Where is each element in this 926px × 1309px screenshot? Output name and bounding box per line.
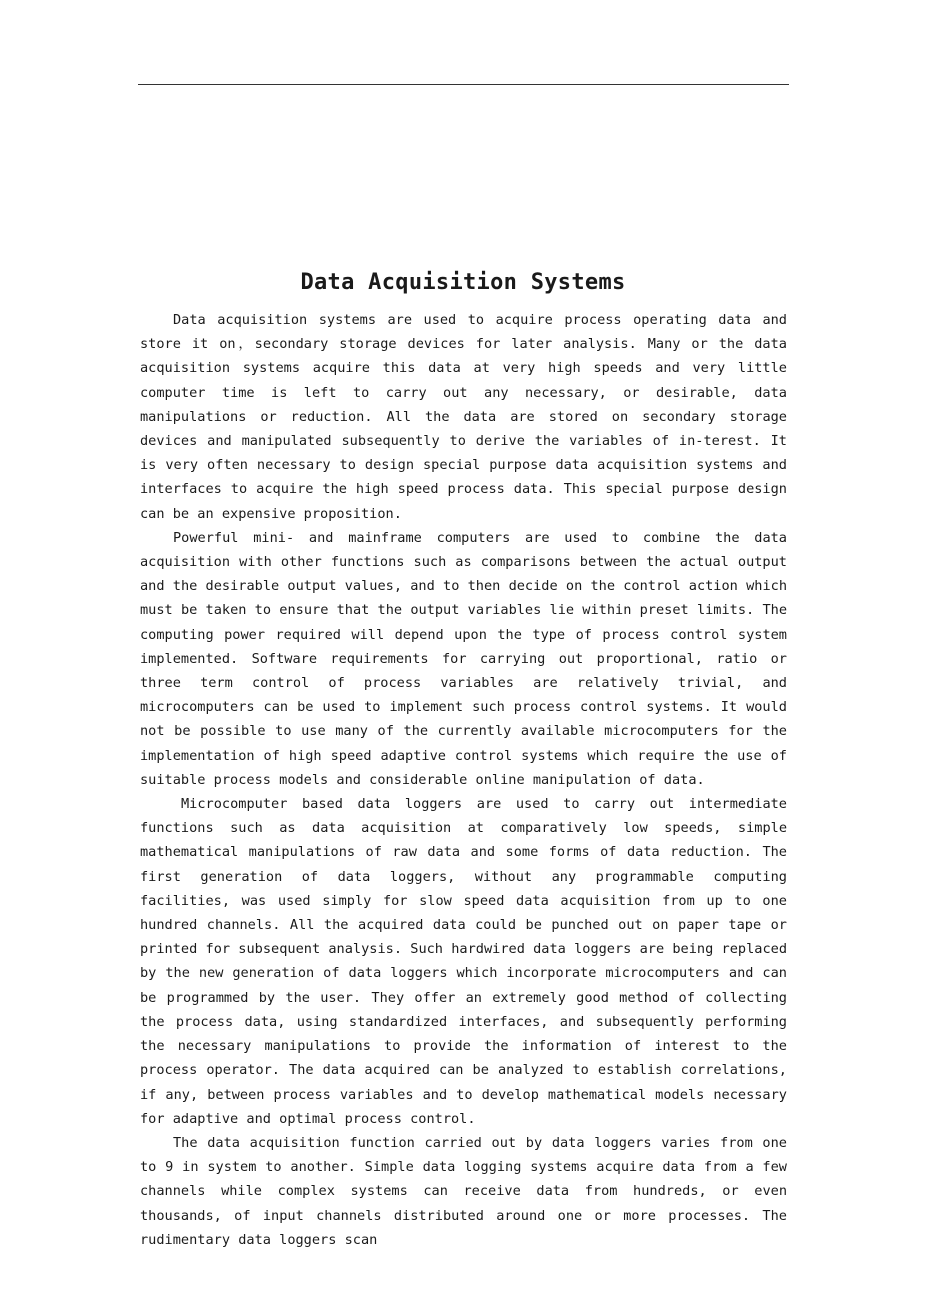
paragraph-2: Powerful mini- and mainframe computers are used to combine the data acquisition with other functions such as comparisons between the actual output and the desirable output values, and to then decide on the control action which must be taken to ensure that the output variables lie within preset limits. The computing power required will depend upon the type of process control system implemented. Software requirements for carrying out proportional, ratio or three term control of process variables are relatively trivial, and microcomputers can be used to implement such process control systems. It would not be possible to use many of the currently available microcomputers for the implementation of high speed adaptive control systems which require the use of suitable process models and considerable online manipulation of data. (140, 529, 787, 788)
paragraph-3: Microcomputer based data loggers are used to carry out intermediate functions such as data acquisition at comparatively low speeds, simple mathematical manipulations of raw data and some forms of data reduction. The first generation of data loggers, without any programmable computing facilities, was used simply for slow speed data acquisition from up to one hundred channels. All the acquired data could be punched out on paper tape or printed for subsequent analysis. Such hardwired data loggers are being replaced by the new generation of data loggers which incorporate microcomputers and can be programmed by the user. They offer an extremely good method of collecting the process data, using standardized interfaces, and subsequently performing the necessary manipulations to provide the information of interest to the process operator. The data acquired can be analyzed to establish correlations, if any, between process variables and to develop mathematical models necessary for adaptive and optimal process control. (140, 796, 787, 1127)
paragraph-4: The data acquisition function carried out by data loggers varies from one to 9 in system to another. Simple data logging systems acquire data from a few channels while complex systems can receive data from hundreds, or even thousands, of input channels distributed around one or more processes. The rudimentary data loggers scan (140, 1134, 787, 1248)
paragraph-1: Data acquisition systems are used to acquire process operating data and store it on，secondary storage devices for later analysis. Many or the data acquisition systems acquire this data at very high speeds and very little computer time is left to carry out any necessary, or desirable, data manipulations or reduction. All the data are stored on secondary storage devices and manipulated subsequently to derive the variables of in-terest. It is very often necessary to design special purpose data acquisition systems and interfaces to acquire the high speed process data. This special purpose design can be an expensive proposition. (140, 312, 787, 522)
header-rule (138, 84, 789, 85)
document-title: Data Acquisition Systems (300, 270, 626, 295)
document-body (140, 308, 787, 1252)
